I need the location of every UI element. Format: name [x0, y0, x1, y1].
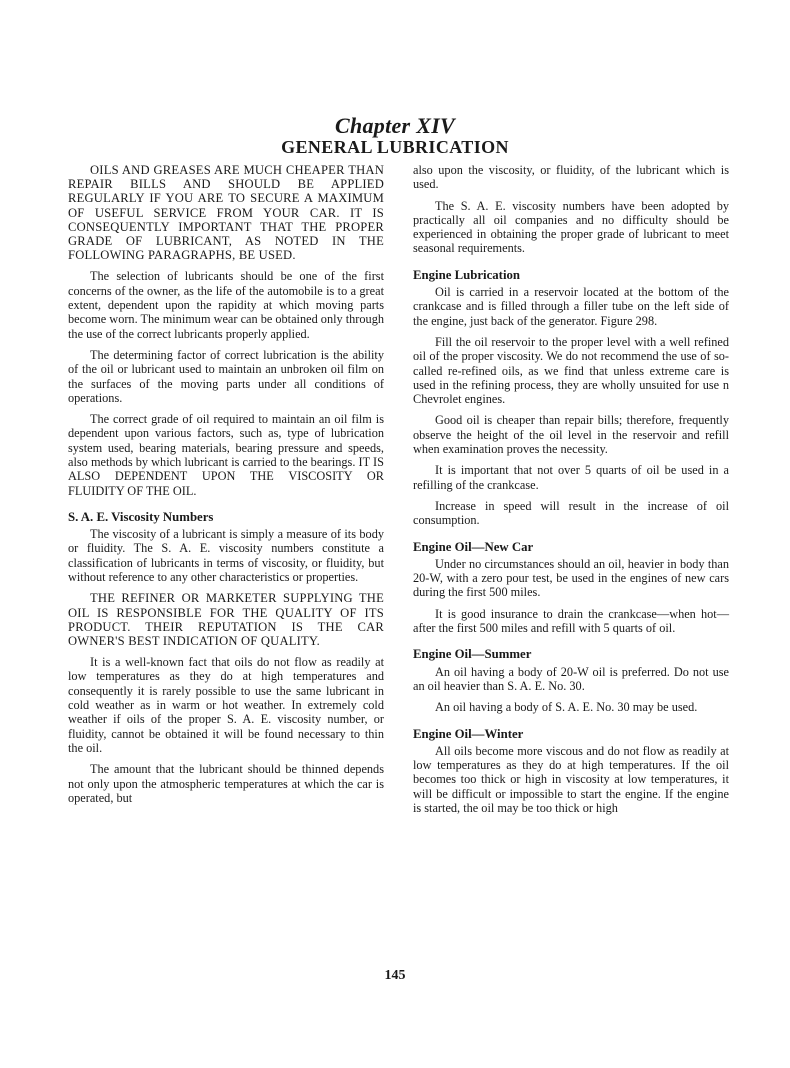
- paragraph: It is important that not over 5 quarts of oil be used in a refilling of the crankcase.: [413, 463, 729, 492]
- paragraph: OILS AND GREASES ARE MUCH CHEAPER THAN REPAIR BILLS AND SHOULD BE APPLIED REGULARLY IF YOU ARE TO SECURE A MAXIMUM OF USEFUL SERVICE FROM YOUR CAR. IT IS CONSEQUENTLY IMPORTANT THAT THE PROPER GRADE OF LUBRICANT, AS NOTED IN THE FOLLOWING PARAGRAPHS, BE USED.: [68, 163, 384, 263]
- page-title: GENERAL LUBRICATION: [281, 137, 509, 157]
- paragraph: The selection of lubricants should be one of the first concerns of the owner, as the life of the automobile is to a great extent, dependent upon the rapidity at which moving parts become worn. The minimum wear can be obtained only through the use of the correct lubricants properly applied.: [68, 269, 384, 341]
- paragraph: The correct grade of oil required to maintain an oil film is dependent upon various factors, such as, type of lubrication system used, bearing materials, bearing pressure and speeds, also methods by which lubricant is carried to the bearings. IT IS ALSO DEPENDENT UPON THE VISCOSITY OR FLUIDITY OF THE OIL.: [68, 412, 384, 498]
- paragraph: Increase in speed will result in the increase of oil consumption.: [413, 498, 729, 528]
- right-column: [413, 163, 729, 822]
- section-heading: Engine Oil—New Car: [413, 539, 534, 554]
- paragraph: It is a well-known fact that oils do not flow as readily at low temperatures as they do at high temperatures and consequently it is rarely possible to use the same lubricant in cold weather as in warm or hot weather. In extremely cold weather if oils of the proper S. A. E. viscosity number, or fluidity, cannot be obtained it will be found necessary to thin the oil.: [68, 655, 384, 755]
- paragraph: An oil having a body of 20-W oil is preferred. Do not use an oil heavier than S. A. E. No. 30.: [413, 664, 729, 693]
- paragraph: THE REFINER OR MARKETER SUPPLYING THE OIL IS RESPONSIBLE FOR THE QUALITY OF ITS PRODUCT. THEIR REPUTATION IS THE CAR OWNER'S BEST INDICATION OF QUALITY.: [68, 591, 384, 648]
- section-heading: Engine Oil—Winter: [413, 726, 524, 741]
- paragraph: Under no circumstances should an oil, heavier in body than 20-W, with a zero pour test, be used in the engines of new cars during the first 500 miles.: [413, 556, 729, 600]
- paragraph: An oil having a body of S. A. E. No. 30 may be used.: [435, 700, 698, 715]
- paragraph: Good oil is cheaper than repair bills; therefore, frequently observe the height of the oil level in the reservoir and refill when examination proves the necessity.: [413, 413, 729, 457]
- paragraph: It is good insurance to drain the crankcase—when hot—after the first 500 miles and refill with 5 quarts of oil.: [413, 606, 729, 636]
- section-heading: S. A. E. Viscosity Numbers: [68, 509, 214, 524]
- paragraph: The determining factor of correct lubrication is the ability of the oil or lubricant used to maintain an unbroken oil film on the surfaces of the moving parts under all conditions of operations.: [68, 347, 384, 405]
- paragraph: also upon the viscosity, or fluidity, of the lubricant which is used.: [413, 163, 729, 192]
- left-column: [68, 163, 384, 812]
- section-heading: Engine Oil—Summer: [413, 647, 532, 662]
- page-number: 145: [384, 968, 406, 983]
- paragraph: Fill the oil reservoir to the proper level with a well refined oil of the proper viscosity. We do not recommend the use of so-called re-refined oils, as we find that unless extreme care is used in the refining process, they are wholly unsuited for use n Chevrolet engines.: [413, 334, 729, 407]
- paragraph: The amount that the lubricant should be thinned depends not only upon the atmospheric temperatures at which the car is operated, but: [68, 762, 384, 805]
- paragraph: Oil is carried in a reservoir located at the bottom of the crankcase and is filled through a filler tube on the left side of the engine, just back of the generator. Figure 298.: [413, 285, 729, 328]
- chapter-heading: Chapter XIV: [334, 113, 456, 138]
- paragraph: All oils become more viscous and do not flow as readily at low temperatures as they do at high temperatures. If the oil becomes too thick or high in viscosity at low temperatures, it will be difficult or impossible to start the engine. If the engine is started, the oil may be too thick or high: [413, 743, 729, 815]
- paragraph: The S. A. E. viscosity numbers have been adopted by practically all oil companies and no difficulty should be experienced in obtaining the proper grade of lubricant to meet seasonal requirements.: [413, 198, 729, 256]
- paragraph: The viscosity of a lubricant is simply a measure of its body or fluidity. The S. A. E. viscosity numbers constitute a classification of lubricants in terms of viscosity, or fluidity, but without reference to any other characteristics or properties.: [68, 527, 384, 585]
- section-heading: Engine Lubrication: [413, 267, 521, 282]
